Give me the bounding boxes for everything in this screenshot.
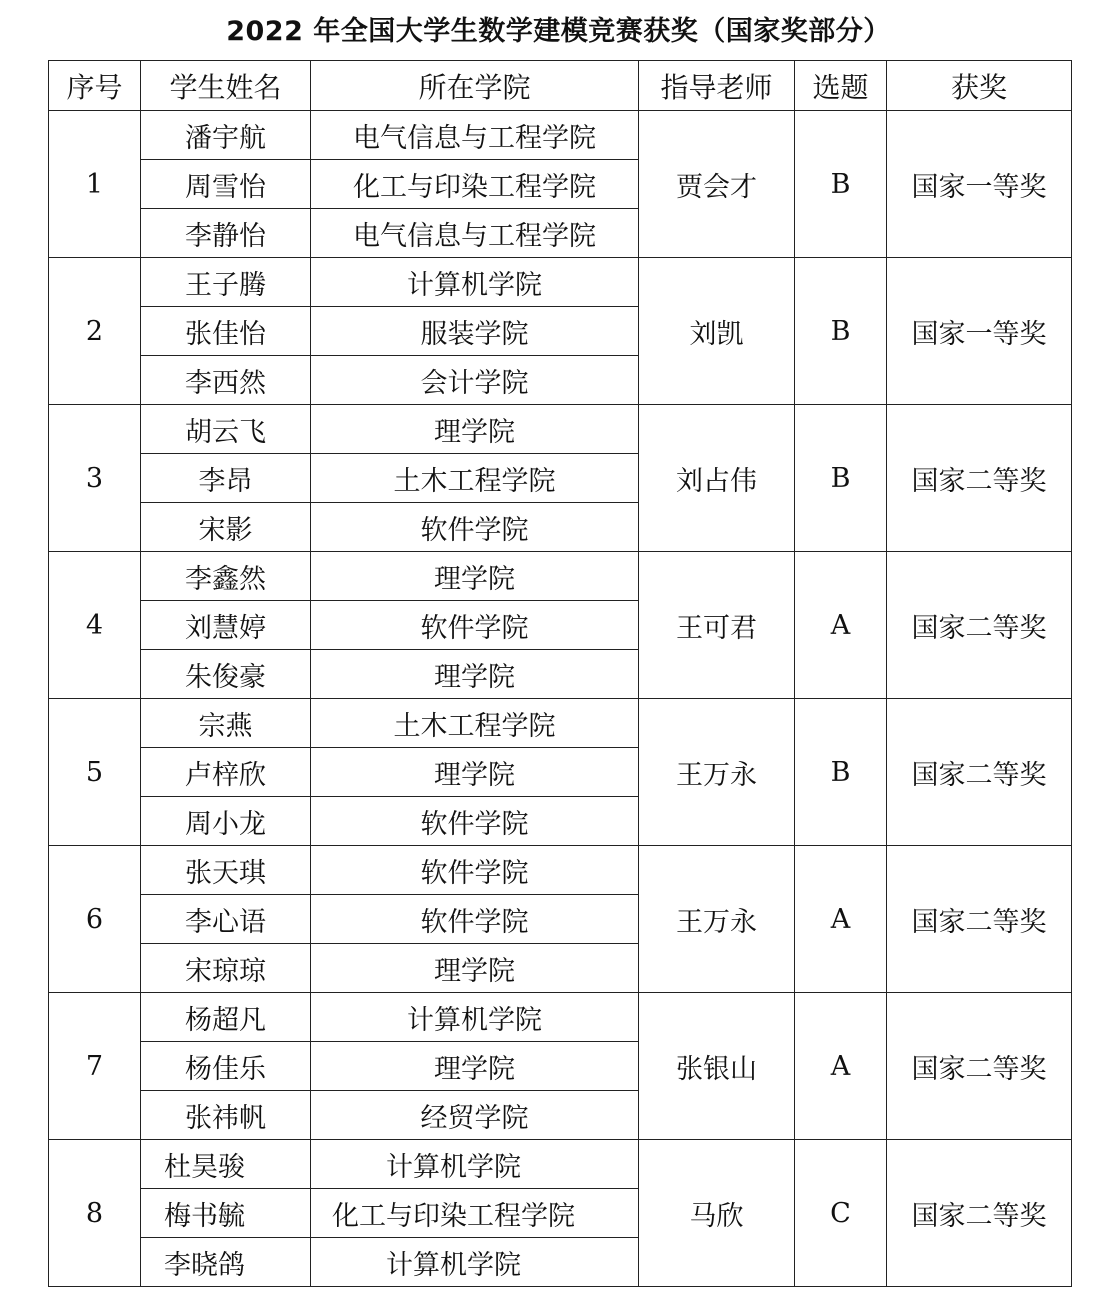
student-name: 周雪怡 (141, 160, 311, 209)
team-problem: B (795, 699, 887, 846)
student-college: 化工与印染工程学院 (311, 1189, 639, 1238)
student-college: 理学院 (311, 405, 639, 454)
student-name: 宗燕 (141, 699, 311, 748)
student-name: 卢梓欣 (141, 748, 311, 797)
team-index: 4 (49, 552, 141, 699)
team-award: 国家二等奖 (887, 846, 1072, 993)
student-college: 化工与印染工程学院 (311, 160, 639, 209)
student-name: 梅书毓 (141, 1189, 311, 1238)
team-problem: B (795, 111, 887, 258)
team-advisor: 王万永 (639, 846, 795, 993)
student-college: 理学院 (311, 650, 639, 699)
team-advisor: 王万永 (639, 699, 795, 846)
student-name: 朱俊豪 (141, 650, 311, 699)
student-name: 杨超凡 (141, 993, 311, 1042)
student-name: 李鑫然 (141, 552, 311, 601)
student-name: 胡云飞 (141, 405, 311, 454)
header-college: 所在学院 (311, 61, 639, 111)
team-advisor: 马欣 (639, 1140, 795, 1287)
document-title: 2022 年全国大学生数学建模竞赛获奖（国家奖部分） (226, 16, 891, 47)
student-college: 计算机学院 (311, 993, 639, 1042)
team-award: 国家一等奖 (887, 258, 1072, 405)
table-row (49, 258, 1072, 307)
student-college: 理学院 (311, 552, 639, 601)
team-advisor: 刘占伟 (639, 405, 795, 552)
student-college: 土木工程学院 (311, 699, 639, 748)
student-college: 电气信息与工程学院 (311, 111, 639, 160)
header-student: 学生姓名 (141, 61, 311, 111)
table-row (49, 993, 1072, 1042)
team-award: 国家一等奖 (887, 111, 1072, 258)
header-index: 序号 (49, 61, 141, 111)
student-name: 张佳怡 (141, 307, 311, 356)
team-award: 国家二等奖 (887, 552, 1072, 699)
table-row (49, 1140, 1072, 1189)
student-college: 软件学院 (311, 846, 639, 895)
team-index: 5 (49, 699, 141, 846)
student-name: 张祎帆 (141, 1091, 311, 1140)
team-problem: A (795, 552, 887, 699)
table-row (49, 405, 1072, 454)
team-problem: C (795, 1140, 887, 1287)
student-college: 理学院 (311, 748, 639, 797)
student-college: 计算机学院 (311, 258, 639, 307)
student-name: 潘宇航 (141, 111, 311, 160)
team-award: 国家二等奖 (887, 405, 1072, 552)
student-college: 理学院 (311, 1042, 639, 1091)
team-problem: B (795, 258, 887, 405)
team-index: 8 (49, 1140, 141, 1287)
student-name: 李晓鸽 (141, 1238, 311, 1287)
student-name: 杜昊骏 (141, 1140, 311, 1189)
student-name: 李心语 (141, 895, 311, 944)
student-college: 土木工程学院 (311, 454, 639, 503)
team-index: 3 (49, 405, 141, 552)
team-problem: A (795, 993, 887, 1140)
team-index: 6 (49, 846, 141, 993)
student-college: 软件学院 (311, 601, 639, 650)
table-row (49, 111, 1072, 160)
student-name: 李昂 (141, 454, 311, 503)
student-name: 李静怡 (141, 209, 311, 258)
team-index: 1 (49, 111, 141, 258)
team-advisor: 王可君 (639, 552, 795, 699)
student-name: 宋影 (141, 503, 311, 552)
header-advisor: 指导老师 (639, 61, 795, 111)
header-row (49, 61, 1072, 111)
student-name: 刘慧婷 (141, 601, 311, 650)
student-college: 软件学院 (311, 797, 639, 846)
team-award: 国家二等奖 (887, 1140, 1072, 1287)
team-index: 2 (49, 258, 141, 405)
student-college: 理学院 (311, 944, 639, 993)
student-college: 软件学院 (311, 895, 639, 944)
team-advisor: 刘凯 (639, 258, 795, 405)
student-college: 服装学院 (311, 307, 639, 356)
team-award: 国家二等奖 (887, 993, 1072, 1140)
student-name: 李西然 (141, 356, 311, 405)
student-college: 电气信息与工程学院 (311, 209, 639, 258)
student-college: 软件学院 (311, 503, 639, 552)
team-problem: A (795, 846, 887, 993)
student-college: 计算机学院 (311, 1140, 639, 1189)
student-name: 张天琪 (141, 846, 311, 895)
team-problem: B (795, 405, 887, 552)
table-row (49, 699, 1072, 748)
table-row (49, 846, 1072, 895)
header-problem: 选题 (795, 61, 887, 111)
header-award: 获奖 (887, 61, 1072, 111)
student-name: 周小龙 (141, 797, 311, 846)
table-row (49, 552, 1072, 601)
student-college: 会计学院 (311, 356, 639, 405)
student-name: 宋琼琼 (141, 944, 311, 993)
student-college: 计算机学院 (311, 1238, 639, 1287)
team-advisor: 张银山 (639, 993, 795, 1140)
team-award: 国家二等奖 (887, 699, 1072, 846)
student-college: 经贸学院 (311, 1091, 639, 1140)
student-name: 王子腾 (141, 258, 311, 307)
student-name: 杨佳乐 (141, 1042, 311, 1091)
team-index: 7 (49, 993, 141, 1140)
team-advisor: 贾会才 (639, 111, 795, 258)
awards-table (48, 60, 1072, 1287)
